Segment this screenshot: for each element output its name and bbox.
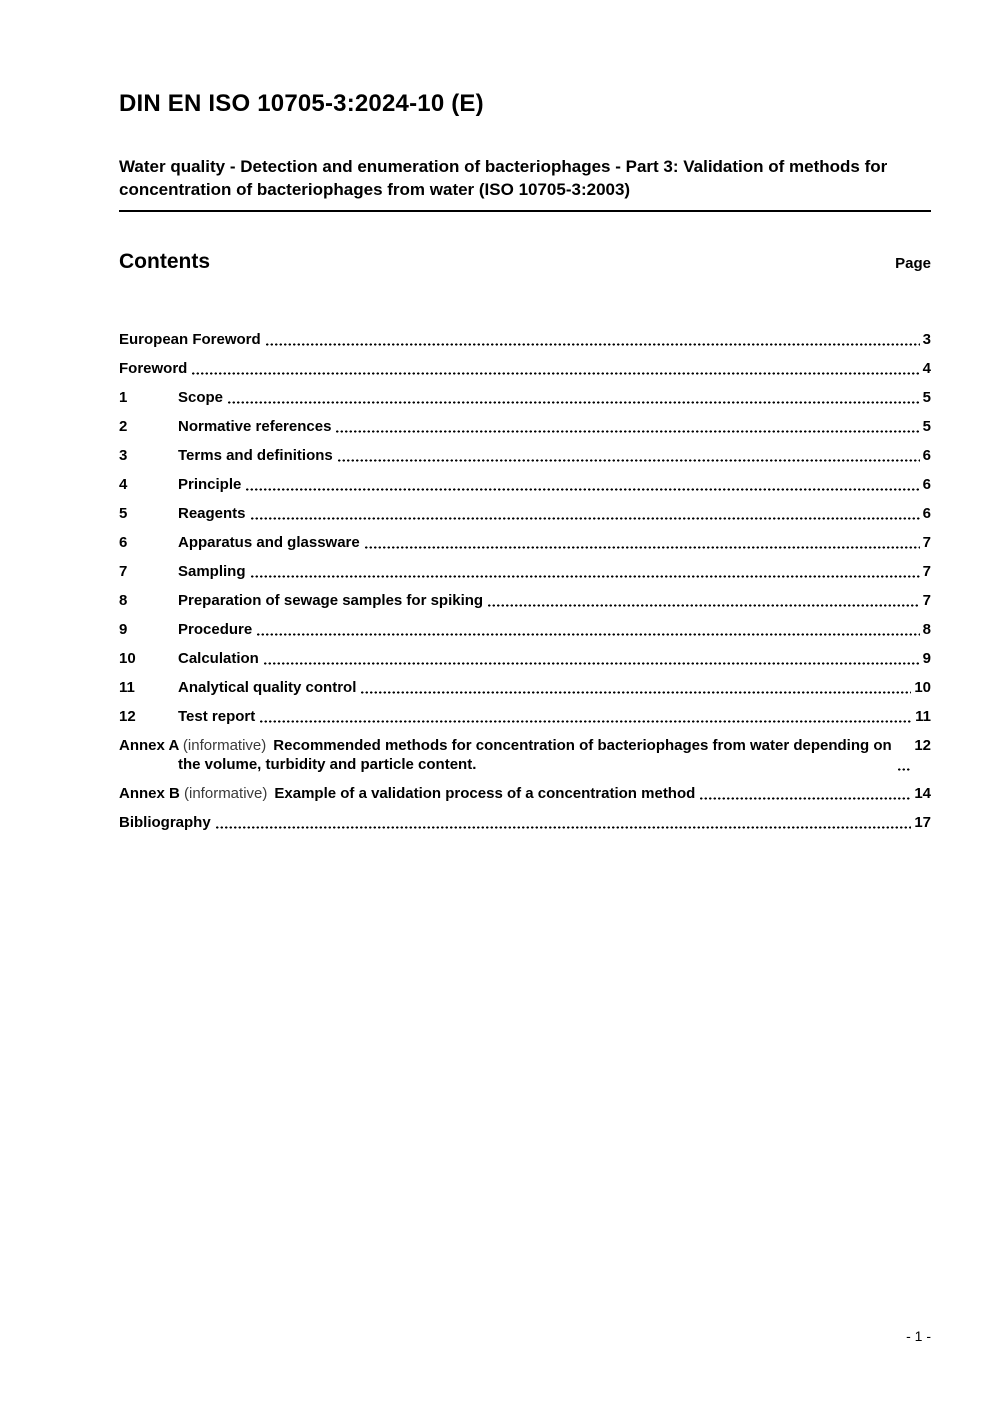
toc-entry-page: 17 [914,813,931,831]
toc-entry-page: 7 [922,591,931,609]
toc-entry-number: 9 [119,620,128,638]
toc-entry-title: Recommended methods for concentration of bacteriophages from water depending on the volume, turbidity and particle content. [178,736,892,773]
toc-entry-number: 11 [119,678,135,696]
toc-entry-label [178,562,246,581]
toc-entry-title: Scope [178,388,224,406]
contents-heading: Contents [119,249,210,273]
toc-entry-page: 6 [922,475,931,493]
toc-leader-dots [360,691,911,694]
toc-entry-title: European Foreword [119,330,261,348]
toc-entry-label [178,620,252,639]
toc-entry-page: 7 [922,533,931,551]
toc-entry-page: 6 [922,504,931,522]
toc-leader-dots [265,343,920,346]
toc-entry-label [119,784,695,803]
toc-entry[interactable] [119,678,931,697]
toc-entry-number: 1 [119,388,128,406]
toc-entry[interactable] [119,813,931,832]
toc-entry-label [119,813,211,832]
toc-entry-title: Bibliography [119,813,211,831]
toc-entry-label [178,678,356,697]
toc-entry-qualifier: (informative) [182,736,267,754]
toc-entry-page: 5 [922,417,931,435]
toc-entry-number: 12 [119,707,136,725]
toc-entry-number: 7 [119,562,128,580]
toc-entry-prefix: Annex A [119,736,183,754]
toc-leader-dots [256,633,919,636]
toc-entry-number: 6 [119,533,128,551]
toc-entry-page: 6 [922,446,931,464]
page-column-label: Page [895,254,931,272]
toc-leader-dots [215,826,912,829]
toc-entry-page: 14 [914,784,931,802]
toc-entry-label [178,417,331,436]
toc-entry-page: 3 [922,330,931,348]
toc-entry[interactable] [119,330,931,349]
toc-leader-dots [487,604,920,607]
toc-entry-label [178,707,255,726]
toc-entry[interactable] [119,446,931,465]
toc-leader-dots [259,720,912,723]
toc-entry[interactable] [119,388,931,407]
toc-leader-dots [191,372,919,375]
toc-entry-number: 8 [119,591,128,609]
toc-entry-page: 7 [922,562,931,580]
toc-entry[interactable] [119,533,931,552]
document-title: DIN EN ISO 10705-3:2024-10 (E) [119,90,484,117]
toc-entry-label [178,504,246,523]
toc-leader-dots [335,430,919,433]
toc-entry-label [119,736,893,774]
toc-leader-dots [699,797,911,800]
toc-entry[interactable] [119,707,931,726]
toc-entry[interactable] [119,784,931,803]
toc-entry-number: 5 [119,504,128,522]
toc-entry-page: 11 [915,707,931,725]
toc-entry[interactable] [119,562,931,581]
toc-entry-page: 4 [922,359,931,377]
toc-entry-number: 2 [119,417,128,435]
toc-entry-title: Procedure [178,620,253,638]
footer-page-number: - 1 - [906,1328,931,1344]
toc-entry-title: Analytical quality control [178,678,357,696]
toc-leader-dots [263,662,920,665]
toc-entry-prefix: Annex B [119,784,185,802]
toc-entry-number: 10 [119,649,136,667]
toc-entry[interactable] [119,475,931,494]
toc-entry-page: 9 [922,649,931,667]
toc-entry-page: 12 [914,736,931,754]
toc-entry-label [178,388,223,407]
toc-entry-page: 8 [922,620,931,638]
toc-entry-title: Sampling [178,562,246,580]
toc-entry[interactable] [119,359,931,378]
toc-leader-dots [227,401,920,404]
toc-entry[interactable] [119,417,931,436]
document-subtitle: Water quality - Detection and enumeration of bacteriophages - Part 3: Validation of methods for concentration of bacteriophages from water (ISO 10705-3:2003) [119,156,931,212]
toc-leader-dots [897,768,911,771]
toc-entry-number: 4 [119,475,128,493]
contents-header-row [119,250,931,274]
toc-entry-label [178,591,483,610]
toc-entry-label [178,446,333,465]
toc-entry-label [178,475,241,494]
toc-entry-title: Example of a validation process of a concentration method [274,784,696,802]
toc-entry-title: Principle [178,475,242,493]
toc-entry-title: Foreword [119,359,188,377]
toc-entry[interactable] [119,591,931,610]
toc-entry-number: 3 [119,446,128,464]
toc-entry-page: 10 [914,678,931,696]
toc-leader-dots [250,517,920,520]
toc-leader-dots [364,546,920,549]
toc-leader-dots [250,575,920,578]
toc-list [119,330,931,832]
toc-entry-label [119,330,261,349]
toc-leader-dots [245,488,919,491]
toc-entry[interactable] [119,504,931,523]
toc-entry-page: 5 [922,388,931,406]
toc-entry-title: Preparation of sewage samples for spiking [178,591,484,609]
toc-entry[interactable] [119,649,931,668]
toc-entry-title: Terms and definitions [178,446,333,464]
toc-entry-label [119,359,187,378]
toc-entry[interactable] [119,736,931,774]
toc-entry-title: Test report [178,707,256,725]
toc-leader-dots [337,459,920,462]
toc-entry-title: Normative references [178,417,332,435]
toc-entry-label [178,533,360,552]
toc-entry-title: Calculation [178,649,259,667]
toc-entry-title: Reagents [178,504,246,522]
toc-entry[interactable] [119,620,931,639]
toc-entry-title: Apparatus and glassware [178,533,360,551]
toc-entry-label [178,649,259,668]
toc-entry-qualifier: (informative) [184,784,268,802]
